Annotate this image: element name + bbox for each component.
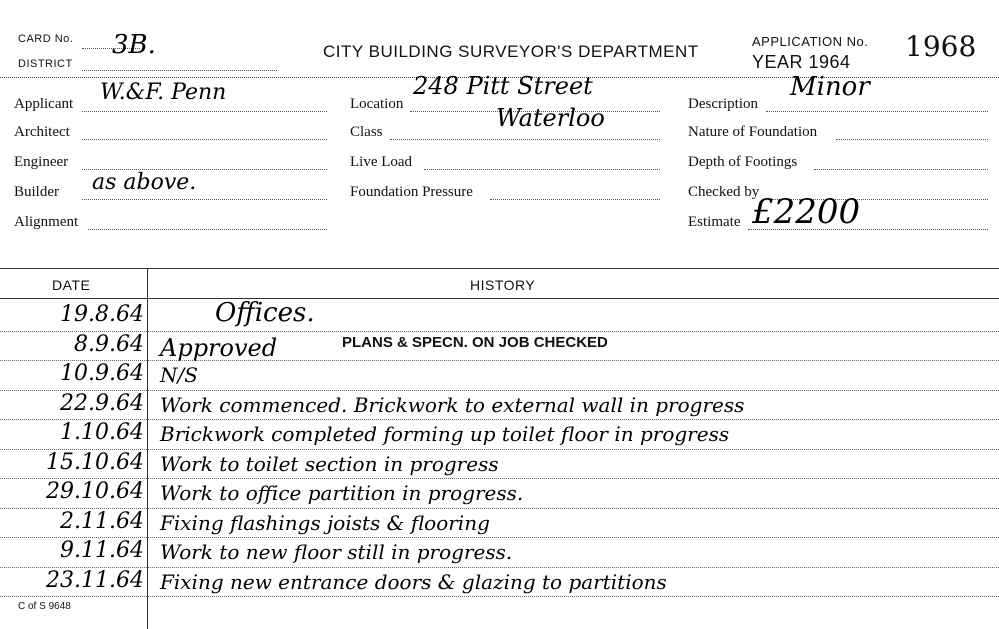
history-date: 1.10.64 [60, 420, 144, 445]
history-row-line [0, 508, 999, 509]
history-entry: Fixing flashings joists & flooring [160, 510, 490, 535]
history-row-line [0, 478, 999, 479]
foundation-pressure-label: Foundation Pressure [350, 184, 473, 200]
estimate-value: £2200 [752, 192, 861, 232]
history-row-line [0, 449, 999, 450]
history-entry: Offices. [215, 298, 315, 328]
history-date: 22.9.64 [60, 390, 144, 416]
history-date: 29.10.64 [46, 479, 144, 504]
history-header-rule [0, 298, 999, 299]
architect-line [82, 139, 327, 140]
date-header: DATE [52, 277, 91, 293]
history-date: 2.11.64 [60, 508, 144, 534]
history-row-line [0, 360, 999, 361]
history-entry: Work to office partition in progress. [160, 481, 524, 505]
foundation-pressure-line [490, 199, 660, 200]
nature-of-foundation-line [836, 139, 988, 140]
department-title: CITY BUILDING SURVEYOR'S DEPARTMENT [323, 42, 699, 61]
live-load-line [424, 169, 660, 170]
nature-of-foundation-label: Nature of Foundation [688, 124, 818, 140]
district-line [82, 70, 277, 71]
history-date: 8.9.64 [74, 331, 144, 357]
history-date: 9.11.64 [60, 538, 144, 563]
history-entry: N/S [160, 363, 198, 387]
applicant-line [82, 111, 327, 112]
history-entry: Fixing new entrance doors & glazing to partitions [160, 569, 667, 594]
history-row-line [0, 596, 999, 597]
history-header: HISTORY [470, 277, 536, 293]
depth-of-footings-label: Depth of Footings [688, 154, 798, 170]
estimate-label: Estimate [688, 214, 741, 230]
application-no-value: 1968 [905, 30, 977, 63]
checked-by-label: Checked by [688, 184, 760, 200]
form-code: C of S 9648 [18, 601, 71, 612]
history-row-line [0, 390, 999, 391]
history-row-line [0, 567, 999, 568]
year-label: YEAR 1964 [752, 52, 851, 72]
alignment-line [88, 229, 327, 230]
history-row-line [0, 537, 999, 538]
history-entry: Brickwork completed forming up toilet floor in progress [160, 422, 730, 446]
class-value: Waterloo [496, 104, 605, 132]
history-entry: Work to toilet section in progress [160, 451, 499, 476]
location-value: 248 Pitt Street [413, 72, 593, 100]
description-label: Description [688, 96, 758, 112]
history-date: 15.10.64 [46, 449, 144, 475]
applicant-label: Applicant [14, 96, 74, 112]
plans-checked-stamp: PLANS & SPECN. ON JOB CHECKED [342, 334, 608, 351]
application-no-label: APPLICATION No. [752, 34, 869, 49]
live-load-label: Live Load [350, 154, 413, 170]
history-date: 19.8.64 [60, 302, 144, 327]
builder-value: as above. [92, 170, 197, 195]
history-date: 10.9.64 [60, 361, 144, 386]
card-no-label: CARD No. [18, 33, 74, 45]
history-date: 23.11.64 [46, 567, 144, 593]
engineer-label: Engineer [14, 154, 69, 170]
history-top-rule [0, 268, 999, 269]
district-label: DISTRICT [18, 58, 73, 70]
description-value: Minor [790, 72, 870, 102]
architect-label: Architect [14, 124, 70, 140]
builder-line [82, 199, 327, 200]
history-row-line [0, 331, 999, 332]
history-row-line [0, 419, 999, 420]
builder-label: Builder [14, 184, 59, 200]
depth-of-footings-line [814, 169, 988, 170]
history-entry: Approved [160, 333, 278, 362]
alignment-label: Alignment [14, 214, 79, 230]
card-no-value: 3B. [112, 30, 156, 60]
history-entry: Work to new floor still in progress. [160, 540, 513, 564]
applicant-value: W.&F. Penn [100, 80, 227, 105]
class-line [390, 139, 660, 140]
class-label: Class [350, 124, 383, 140]
location-label: Location [350, 96, 404, 112]
history-entry: Work commenced. Brickwork to external wall in progress [160, 392, 745, 417]
description-line [766, 111, 988, 112]
